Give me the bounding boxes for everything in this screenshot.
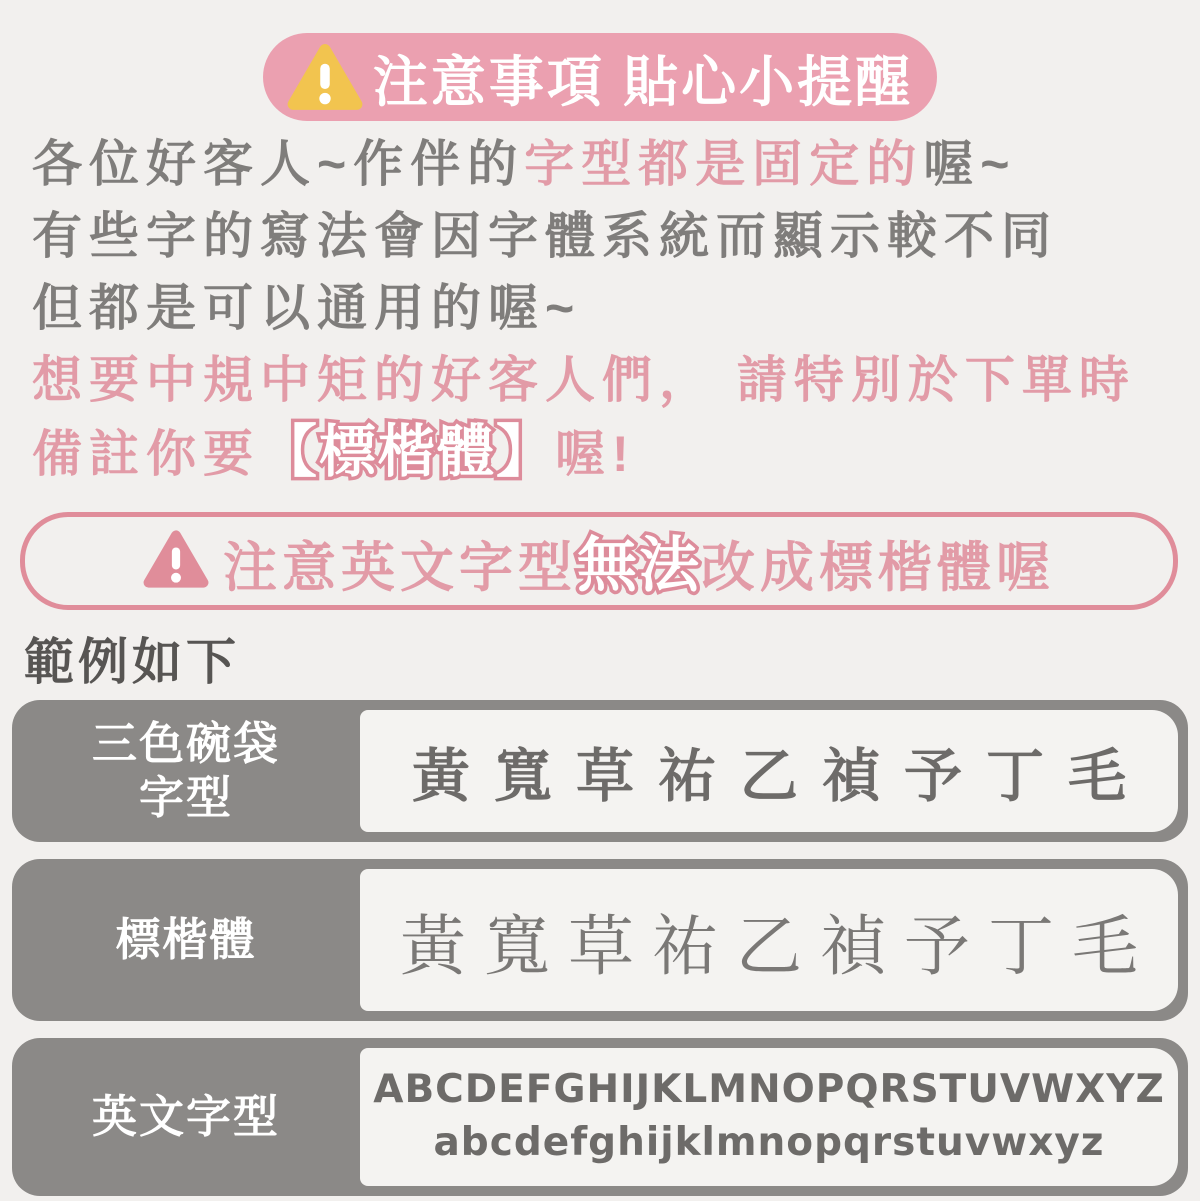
row-label-line-1: 三色碗袋 (91, 718, 280, 769)
warning-bubble-text: 無法 (577, 532, 701, 599)
row-sample-bowl-bag-font: 黃寬草祐乙禎予丁毛 (360, 710, 1178, 832)
intro-line-3: 但都是可以通用的喔~ (32, 280, 582, 336)
english-font-warning-box (20, 512, 1178, 610)
examples-table (12, 700, 1188, 1196)
row-sample-kai-font: 黃寬草祐乙禎予丁毛 (360, 869, 1178, 1011)
intro-line-2: 有些字的寫法會因字體系統而顯示較不同 (32, 208, 1058, 264)
intro-line-1-pre: 各位好客人~作伴的 (32, 136, 525, 192)
warning-text-post: 改成標楷體喔 (701, 538, 1055, 598)
notice-line-2-pre: 備註你要 (32, 426, 260, 482)
warning-text-pre: 注意英文字型 (223, 538, 577, 598)
warning-triangle-icon (287, 42, 363, 112)
row-label-line-2: 字型 (138, 772, 233, 823)
english-lowercase-sample: abcdefghijklmnopqrstuvwxyz (433, 1120, 1105, 1165)
examples-heading: 範例如下 (24, 634, 240, 690)
intro-line-1-post: 喔~ (923, 136, 1017, 192)
notice-line-2 (32, 416, 1182, 490)
row-label-english-font: 英文字型 (91, 1091, 280, 1142)
english-uppercase-sample: ABCDEFGHIJKLMNOPQRSTUVWXYZ (373, 1067, 1165, 1113)
example-row-kai-font (12, 859, 1188, 1021)
intro-line-1-highlight: 字型都是固定的 (524, 136, 924, 192)
warning-box-text (223, 518, 1055, 604)
notice-bubble-text: 【標楷體】 (260, 420, 555, 484)
notice-line-1: 想要中規中矩的好客人們， 請特別於下單時 (32, 352, 1136, 408)
notice-banner (263, 33, 937, 121)
row-label-kai-font: 標楷體 (115, 914, 257, 965)
intro-line-1 (32, 128, 1182, 200)
example-row-bowl-bag-font (12, 700, 1188, 842)
warning-triangle-icon (143, 528, 209, 595)
example-row-english-font (12, 1038, 1188, 1196)
row-sample-english-font (360, 1048, 1178, 1186)
banner-title: 注意事項 貼心小提醒 (372, 50, 914, 113)
row-label-bowl-bag-font (12, 700, 360, 842)
intro-text-block (32, 128, 1182, 490)
notice-line-2-post: 喔! (555, 426, 636, 482)
